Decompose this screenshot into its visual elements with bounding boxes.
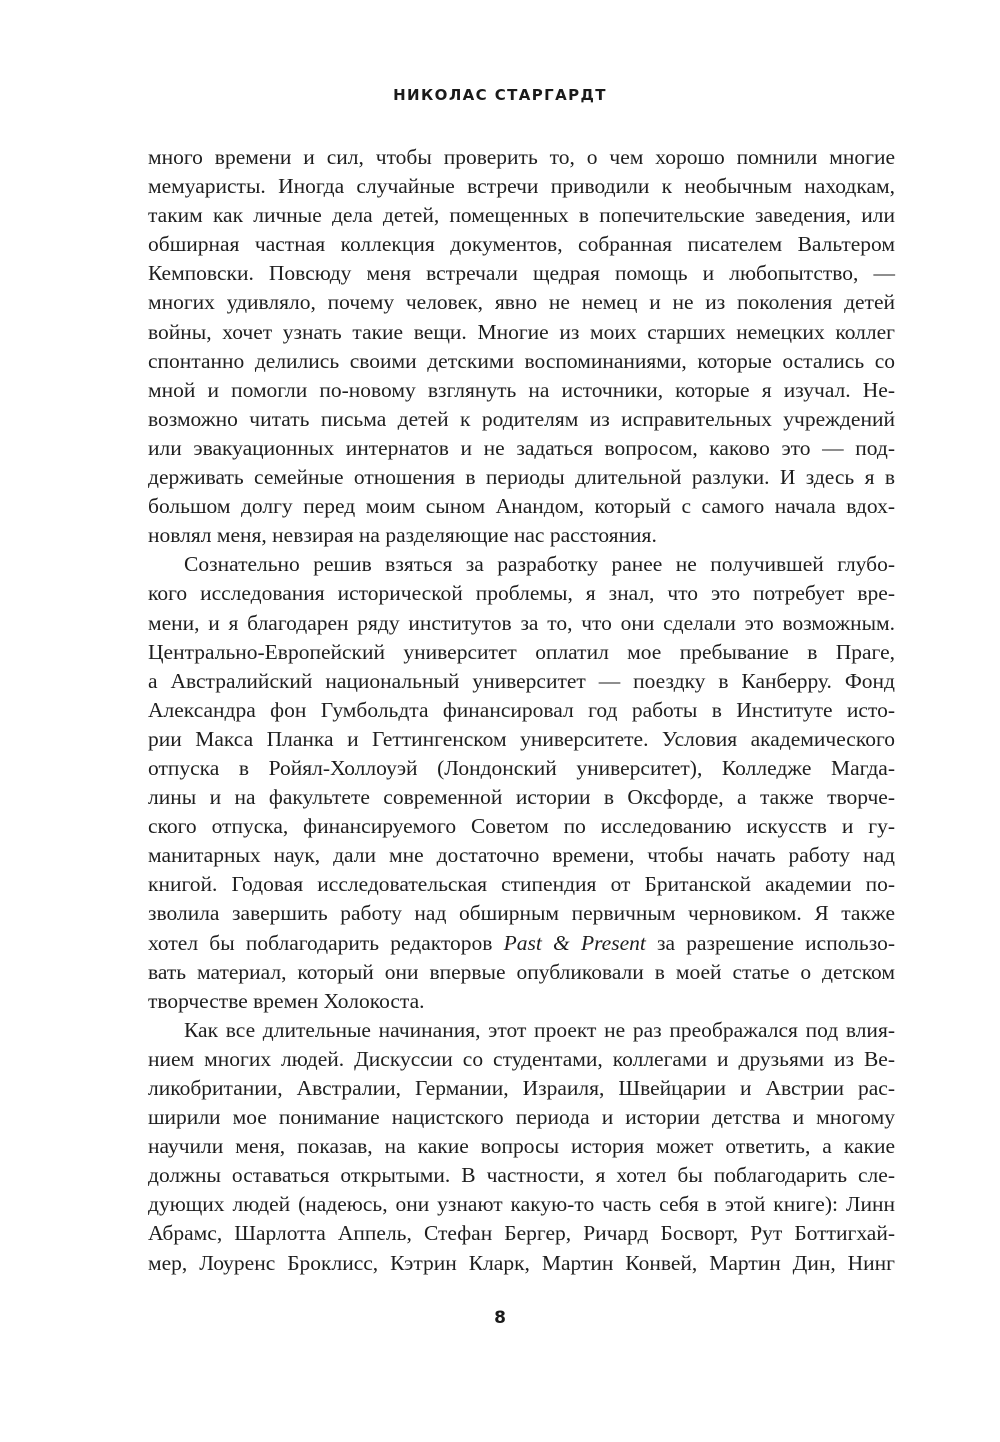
text-line: или эвакуационных интернатов и не задаться вопросом, каково это — под- bbox=[148, 435, 895, 460]
text-segment: хотел бы поблагодарить редакторов bbox=[148, 930, 504, 955]
text-line: рии Макса Планка и Геттингенском университете. Условия академического bbox=[148, 726, 895, 751]
text-line: обширная частная коллекция документов, собранная писателем Вальтером bbox=[148, 232, 895, 257]
page-number: 8 bbox=[494, 1308, 506, 1328]
text-line: возможно читать письма детей к родителям из исправительных учреждений bbox=[148, 406, 895, 431]
text-line-with-italic bbox=[148, 929, 895, 958]
text-line: ского отпуска, финансируемого Советом по исследованию искусств и гу- bbox=[148, 814, 895, 839]
text-line: Сознательно решив взяться за разработку ранее не получившей глубо- bbox=[184, 552, 895, 577]
text-line: нием многих людей. Дискуссии со студентами, коллегами и друзьями из Ве- bbox=[148, 1046, 895, 1071]
paragraph-3 bbox=[148, 1016, 895, 1278]
text-line: Александра фон Гумбольдта финансировал год работы в Институте исто- bbox=[148, 697, 895, 722]
text-line: спонтанно делились своими детскими воспоминаниями, которые остались со bbox=[148, 348, 895, 373]
text-line: таким как личные дела детей, помещенных в попечительские заведения, или bbox=[148, 203, 895, 228]
running-head: НИКОЛАС СТАРГАРДТ bbox=[393, 86, 607, 104]
text-line: мной и помогли по-новому взглянуть на источники, которые я изучал. Не- bbox=[148, 377, 895, 402]
text-line: мер, Лоуренс Броклисс, Кэтрин Кларк, Мартин Конвей, Мартин Дин, Нинг bbox=[148, 1250, 895, 1275]
text-line: Центрально-Европейский университет оплатил мое пребывание в Праге, bbox=[148, 639, 895, 664]
text-line: большом долгу перед моим сыном Анандом, который с самого начала вдох- bbox=[148, 494, 895, 519]
text-line: мени, и я благодарен ряду институтов за то, что они сделали это возможным. bbox=[148, 610, 895, 635]
text-line: многих удивляло, почему человек, явно не немец и не из поколения детей bbox=[148, 290, 895, 315]
text-line: книгой. Годовая исследовательская стипендия от Британской академии по- bbox=[148, 872, 895, 897]
text-line: научили меня, показав, на какие вопросы история может ответить, а какие bbox=[148, 1134, 895, 1159]
text-line: творчестве времен Холокоста. bbox=[148, 988, 425, 1013]
text-line: дующих людей (надеюсь, они узнают какую-то часть себя в этой книге): Линн bbox=[148, 1192, 895, 1217]
text-line: новлял меня, невзирая на разделяющие нас расстояния. bbox=[148, 523, 657, 548]
text-line: войны, хочет узнать такие вещи. Многие из моих старших немецких коллег bbox=[148, 319, 895, 344]
text-line: вать материал, который они впервые опубликовали в моей статье о детском bbox=[148, 959, 895, 984]
text-line: ширили мое понимание нацистского периода и истории детства и многому bbox=[148, 1105, 895, 1130]
text-line: отпуска в Ройял-Холлоуэй (Лондонский университет), Колледже Магда- bbox=[148, 755, 895, 780]
text-line: должны оставаться открытыми. В частности, я хотел бы поблагодарить сле- bbox=[148, 1163, 895, 1188]
text-line: зволила завершить работу над обширным первичным черновиком. Я также bbox=[148, 901, 895, 926]
body-text bbox=[148, 143, 895, 1278]
text-line: манитарных наук, дали мне достаточно времени, чтобы начать работу над bbox=[148, 843, 895, 868]
text-line: держивать семейные отношения в периоды длительной разлуки. И здесь я в bbox=[148, 465, 895, 490]
journal-title: Past & Present bbox=[503, 930, 646, 955]
text-line: Кемповски. Повсюду меня встречали щедрая помощь и любопытство, — bbox=[148, 261, 895, 286]
text-segment: за разрешение использо- bbox=[645, 930, 895, 955]
text-line: много времени и сил, чтобы проверить то, о чем хорошо помнили многие bbox=[148, 145, 895, 169]
text-line: Как все длительные начинания, этот проект не раз преображался под влия- bbox=[184, 1017, 895, 1042]
paragraph-2 bbox=[148, 550, 895, 1016]
text-line: мемуаристы. Иногда случайные встречи приводили к необычным находкам, bbox=[148, 174, 895, 199]
text-line: лины и на факультете современной истории в Оксфорде, а также творче- bbox=[148, 785, 895, 810]
text-line: Абрамс, Шарлотта Аппель, Стефан Бергер, Ричард Босворт, Рут Боттигхай- bbox=[148, 1221, 895, 1246]
text-line: ликобритании, Австралии, Германии, Израиля, Швейцарии и Австрии рас- bbox=[148, 1076, 895, 1100]
paragraph-1 bbox=[148, 143, 895, 550]
text-line: а Австралийский национальный университет — поездку в Канберру. Фонд bbox=[148, 668, 895, 693]
text-line: кого исследования исторической проблемы, я знал, что это потребует вре- bbox=[148, 581, 895, 606]
